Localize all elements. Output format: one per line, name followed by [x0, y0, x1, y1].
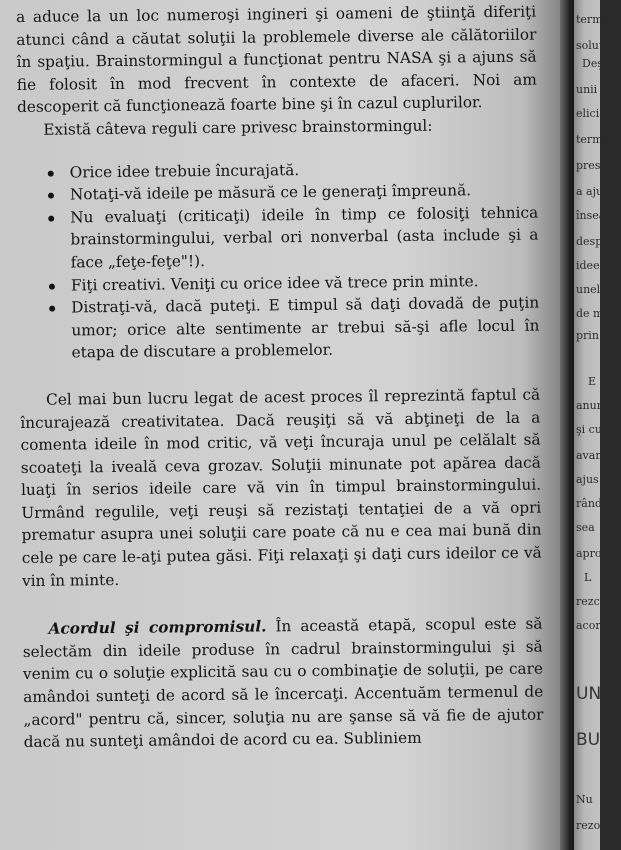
rules-list — [18, 156, 540, 365]
page-text-block — [16, 1, 544, 754]
facing-fragment: prin — [576, 329, 599, 342]
facing-fragment: rând — [576, 497, 602, 510]
facing-fragment: UN — [576, 684, 602, 704]
facing-fragment: eliciar a — [576, 107, 621, 120]
agreement-paragraph — [22, 613, 543, 754]
facing-fragment: L — [584, 571, 592, 584]
facing-fragment: acor — [576, 619, 601, 632]
facing-fragment: avan — [576, 449, 603, 462]
facing-fragment: soluţia. — [576, 39, 617, 52]
facing-fragment: rezo — [576, 819, 601, 832]
facing-fragment: termen — [576, 133, 617, 146]
facing-fragment: termen — [576, 13, 617, 26]
facing-fragment: despr — [576, 235, 608, 248]
facing-fragment: Deş — [582, 57, 603, 70]
facing-fragment: Nu — [576, 793, 593, 806]
facing-fragment: ajus — [576, 473, 599, 486]
facing-fragment: E — [588, 375, 597, 388]
list-item: Notaţi-vă ideile pe măsură ce le generaţi împreună. — [18, 179, 538, 207]
facing-fragment: anum — [576, 399, 608, 412]
rules-intro: Există câteva reguli care privesc brainstormingul: — [43, 116, 433, 139]
list-item: Orice idee trebuie încurajată. — [18, 156, 538, 184]
creativity-paragraph: Cel mai bun lucru legat de acest proces îl reprezintă faptul că încurajează creativitatea. Dacă reuşiţi să vă abţineţi de la a comenta ideile în mod critic, vă veţi încuraja unul pe celălalt să scoateţi la iveală ceva grozav. Soluţii minunate pot apărea dacă luaţi în serios ideile care vă vin în timpul brainstormingului. Urmând regulile, veţi reuşi să rezistaţi tentaţiei de a vă opri prematur asupra unei soluţii care poate că nu e cea mai bună din cele pe care le-aţi putea găsi. Fiţi relaxaţi şi daţi curs ideilor ce vă vin în minte. — [20, 385, 542, 590]
facing-fragment: unii oa — [576, 83, 614, 96]
facing-fragment: rezc — [576, 595, 600, 608]
facing-fragment: ideea — [576, 259, 607, 272]
agreement-text: În această etapă, scopul este să selectăm din ideile produse în cadrul brainstormingului şi să venim cu o soluţie explicită sau cu o combinaţie de soluţii, pe care amândoi sunteţi de acord să le încercaţi. Accentuăm termenul de „acord" pentru că, sincer, soluţia nu are şanse să vă fie de ajutor dacă nu sunteţi amândoi de acord cu ea. Subliniem — [22, 614, 544, 752]
facing-page — [574, 0, 621, 850]
bullet-icon — [49, 283, 55, 289]
facing-fragment: BU — [576, 730, 601, 750]
bullet-icon — [48, 170, 54, 176]
facing-fragment: apro — [576, 547, 602, 560]
list-item: Fiţi creativi. Veniţi cu orice idee vă trece prin minte. — [19, 269, 539, 297]
list-item: Distraţi-vă, dacă puteţi. E timpul să daţi dovadă de puţin umor; orice alte sentimente ar trebui să-şi afle locul în etapa de discutare a problemelor. — [19, 292, 540, 365]
facing-fragment: de m — [576, 307, 604, 320]
bullet-icon — [48, 193, 54, 199]
intro-paragraph: a aduce la un loc numeroşi ingineri şi oameni de ştiinţă diferiţi atunci când a căutat soluţii la problemele diverse ale călătoriilor în spaţiu. Brainstormingul a funcţionat pentru NASA şi a ajuns să fie folosit în mod frecvent în contexte de afaceri. Noi am descoperit că funcţionează foarte bine şi în cazul cuplurilor. — [16, 2, 537, 117]
list-item: Nu evaluaţi (criticaţi) ideile în timp ce folosiţi tehnica brainstormingului, verbal ori nonverbal (asta include şi a face „feţe-feţe"!). — [18, 201, 539, 274]
facing-fragment: însear — [576, 209, 611, 222]
facing-fragment: sea — [576, 521, 595, 534]
section-lead: Acordul şi compromisul. — [48, 617, 267, 638]
facing-fragment: a ajun — [576, 185, 611, 198]
facing-fragment: presup — [576, 159, 615, 172]
facing-fragment: unele — [576, 283, 607, 296]
bullet-icon — [48, 215, 54, 221]
facing-fragment: şi cu — [576, 423, 602, 436]
bullet-icon — [49, 306, 55, 312]
